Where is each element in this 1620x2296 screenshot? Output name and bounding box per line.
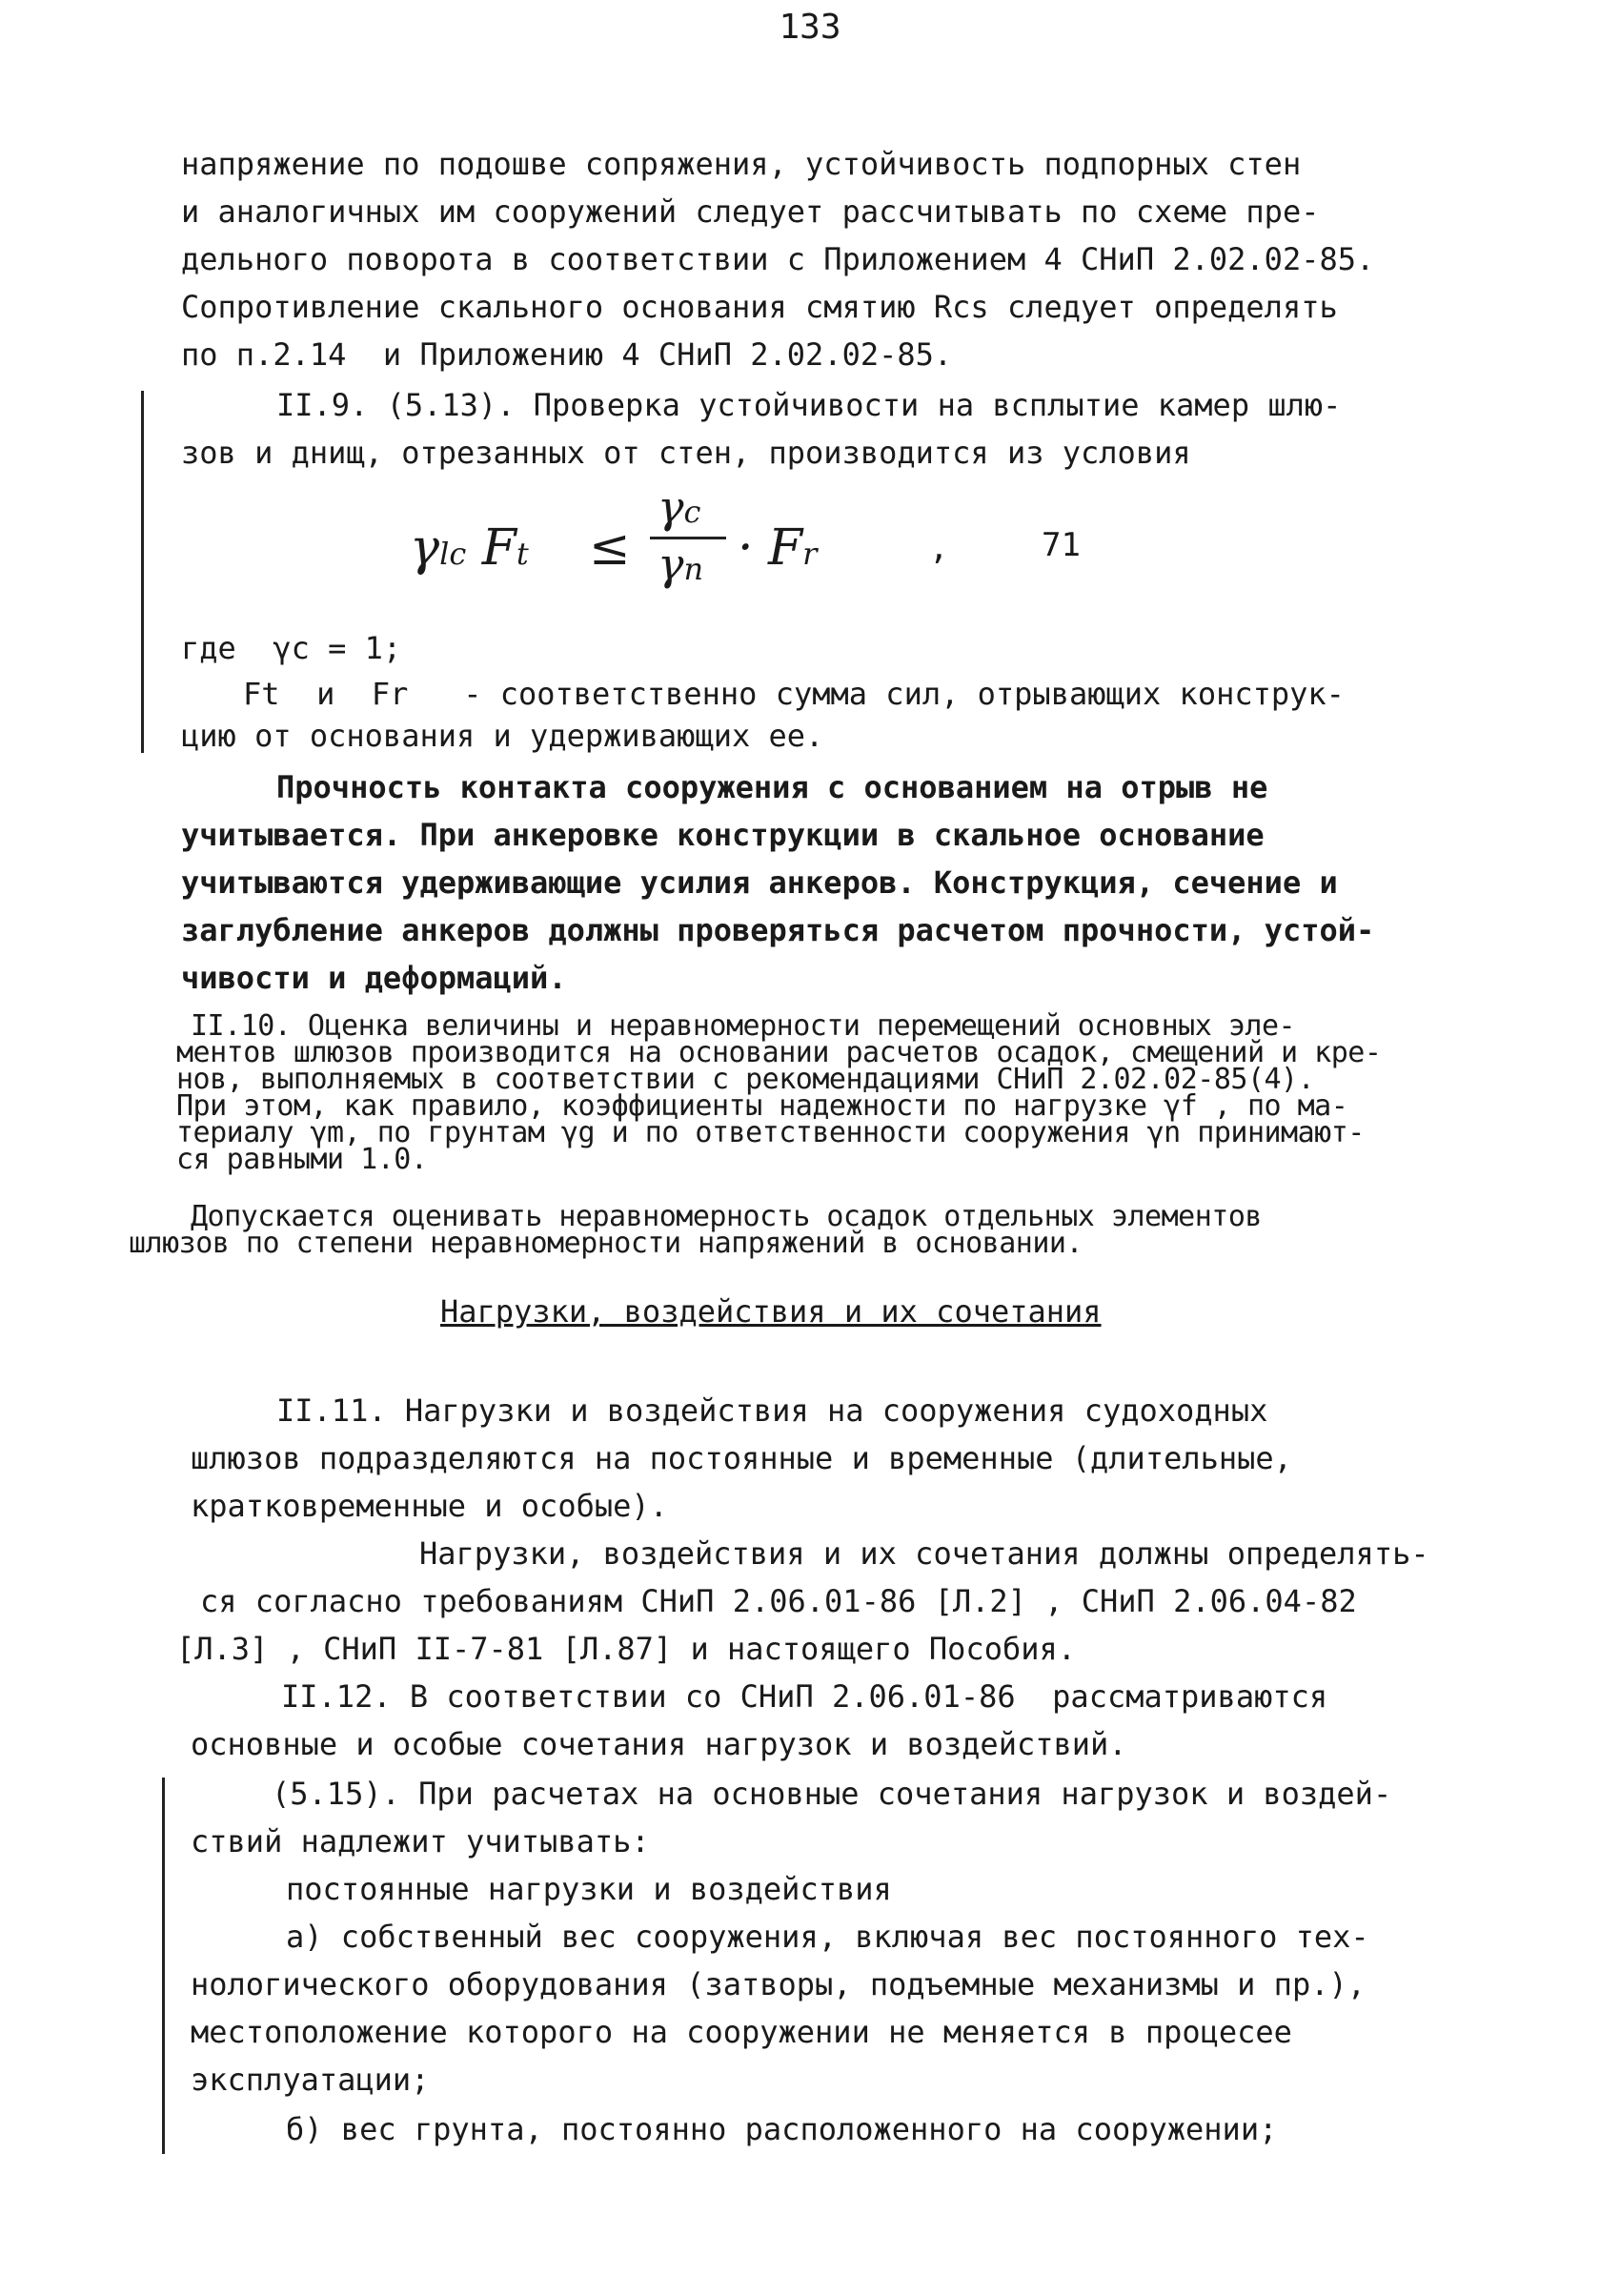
text-line: При этом, как правило, коэффициенты надежности по нагрузке γf , по ма- — [176, 1089, 1348, 1123]
text-line: чивости и деформаций. — [181, 960, 567, 996]
text-line: II.11. Нагрузки и воздействия на сооружения судоходных — [276, 1392, 1268, 1429]
text-line: ся равными 1.0. — [176, 1143, 428, 1176]
revision-bar — [141, 391, 144, 753]
text-line: учитываются удерживающие усилия анкеров. Конструкция, сечение и — [181, 864, 1338, 901]
text-line: б) вес грунта, постоянно расположенного на сооружении; — [286, 2111, 1278, 2147]
text-line: териалу γm, по грунтам γg и по ответственности сооружения γn принимают- — [176, 1116, 1365, 1149]
text-line: ментов шлюзов производится на основании расчетов осадок, смещений и кре- — [176, 1036, 1382, 1069]
text-line: заглубление анкеров должны проверяться расчетом прочности, устой- — [181, 912, 1375, 948]
text-line: шлюзов подразделяются на постоянные и временные (длительные, — [191, 1440, 1292, 1476]
text-line: по п.2.14 и Приложению 4 СНиП 2.02.02-85. — [181, 336, 953, 373]
text-line: а) собственный вес сооружения, включая вес постоянного тех- — [286, 1919, 1369, 1955]
text-line: основные и особые сочетания нагрузок и воздействий. — [191, 1726, 1127, 1762]
formula-number: 71 — [1042, 526, 1081, 564]
formula-dot: · — [738, 519, 754, 577]
text-line: [Л.3] , СНиП II-7-81 [Л.87] и настоящего Пособия. — [176, 1631, 1077, 1667]
text-line: и аналогичных им сооружений следует рассчитывать по схеме пре- — [181, 193, 1320, 230]
text-line: II.10. Оценка величины и неравномерности перемещений основных эле- — [191, 1009, 1296, 1043]
text-line: Прочность контакта сооружения с основанием на отрыв не — [276, 769, 1268, 805]
text-line: Сопротивление скального основания смятию Rcs следует определять — [181, 289, 1338, 325]
text-line: Ft и Fr - соответственно сумма сил, отрывающих конструк- — [243, 676, 1345, 712]
text-line: зов и днищ, отрезанных от стен, производится из условия — [181, 435, 1191, 471]
page-number: 133 — [779, 8, 841, 47]
section-heading: Нагрузки, воздействия и их сочетания — [440, 1293, 1102, 1330]
text-line: кратковременные и особые). — [191, 1488, 668, 1524]
text-line: цию от основания и удерживающих ее. — [181, 718, 824, 754]
formula-denominator: γn — [658, 538, 704, 590]
text-line: Допускается оценивать неравномерность осадок отдельных элементов — [191, 1200, 1262, 1233]
text-line: где γc = 1; — [181, 630, 402, 666]
text-line: II.9. (5.13). Проверка устойчивости на всплытие камер шлю- — [276, 387, 1342, 423]
formula-lhs: γlc Ft — [410, 519, 529, 577]
revision-bar — [162, 1778, 165, 2154]
text-line: (5.15). При расчетах на основные сочетания нагрузок и воздей- — [272, 1776, 1392, 1812]
text-line: ствий надлежит учитывать: — [191, 1823, 650, 1859]
text-line: нов, выполняемых в соответствии с рекомендациями СНиП 2.02.02-85(4). — [176, 1063, 1315, 1096]
formula-rhs: Fr — [768, 519, 818, 577]
text-line: Нагрузки, воздействия и их сочетания должны определять- — [419, 1535, 1429, 1572]
text-line: эксплуатации; — [191, 2062, 430, 2098]
text-line: ся согласно требованиям СНиП 2.06.01-86 [Л.2] , СНиП 2.06.04-82 — [200, 1583, 1357, 1619]
text-line: постоянные нагрузки и воздействия — [286, 1871, 892, 1907]
formula-relation: ≤ — [589, 519, 631, 577]
text-line: дельного поворота в соответствии с Приложением 4 СНиП 2.02.02-85. — [181, 241, 1375, 277]
formula-71 — [410, 481, 1001, 596]
text-line: II.12. В соответствии со СНиП 2.06.01-86 рассматриваются — [281, 1678, 1328, 1715]
text-line: напряжение по подошве сопряжения, устойчивость подпорных стен — [181, 146, 1302, 182]
text-line: местоположение которого на сооружении не меняется в процесее — [191, 2014, 1292, 2050]
text-line: учитывается. При анкеровке конструкции в скальное основание — [181, 817, 1265, 853]
formula-comma: , — [929, 529, 949, 567]
text-line: шлюзов по степени неравномерности напряжений в основании. — [129, 1227, 1083, 1260]
text-line: нологического оборудования (затворы, подъемные механизмы и пр.), — [191, 1966, 1366, 2002]
formula-numerator: γc — [658, 481, 701, 533]
